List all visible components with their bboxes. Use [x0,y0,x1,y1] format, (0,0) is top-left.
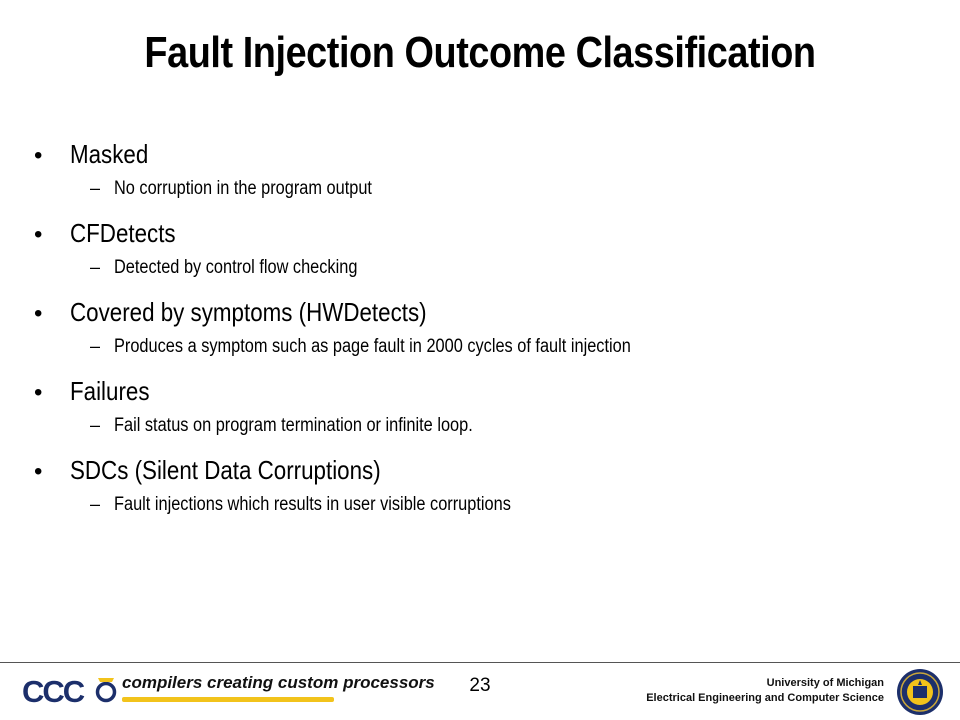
university-block [646,676,884,706]
sub-bullet-text: Fault injections which results in user visible corruptions [114,494,511,515]
sub-bullet-text: Detected by control flow checking [114,257,358,278]
dash-marker: – [90,336,101,356]
list-item [34,215,914,283]
list-item [34,452,914,520]
dash-marker: – [90,415,101,435]
ccc-logo-icon [22,673,118,709]
bullet-marker: • [34,221,43,248]
logo-tagline: compilers creating custom processors [122,673,435,692]
bullet-text: Covered by symptoms (HWDetects) [70,297,427,327]
slide-title: Fault Injection Outcome Classification [144,28,816,77]
bullet-text: SDCs (Silent Data Corruptions) [70,455,381,485]
bullet-marker: • [34,142,43,169]
list-item [34,294,914,362]
bullet-text: CFDetects [70,218,176,248]
dash-marker: – [90,494,101,514]
slide-footer [0,663,960,720]
list-item [34,136,914,204]
bullet-text: Failures [70,376,150,406]
department-name: Electrical Engineering and Computer Science [646,692,884,704]
bullet-marker: • [34,458,43,485]
list-item [34,373,914,441]
university-seal-icon [896,668,944,716]
bullet-marker: • [34,300,43,327]
dash-marker: – [90,257,101,277]
logo-underline [122,697,334,702]
sub-bullet-text: Fail status on program termination or infinite loop. [114,415,473,436]
dash-marker: – [90,178,101,198]
svg-text:CCC: CCC [22,674,84,709]
bullet-text: Masked [70,139,149,169]
page-number: 23 [469,675,491,696]
university-name: University of Michigan [766,677,884,689]
sub-bullet-text: No corruption in the program output [114,178,372,199]
bullet-list [34,136,914,531]
bullet-marker: • [34,379,43,406]
sub-bullet-text: Produces a symptom such as page fault in 2000 cycles of fault injection [114,336,631,357]
